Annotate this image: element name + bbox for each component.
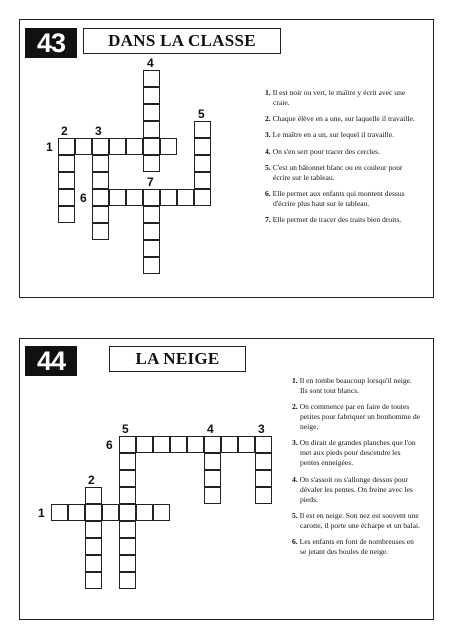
grid-cell[interactable] xyxy=(58,155,75,172)
clue-list xyxy=(292,376,420,563)
grid-cell[interactable] xyxy=(177,189,194,206)
grid-cell[interactable] xyxy=(58,206,75,223)
grid-label: 5 xyxy=(122,422,129,436)
clue-item: 6. Elle permet aux enfants qui montent dessus d'écrire plus haut sur le tableau. xyxy=(265,188,405,208)
grid-cell[interactable] xyxy=(255,453,272,470)
grid-label: 4 xyxy=(147,56,154,70)
grid-cell[interactable] xyxy=(102,504,119,521)
clue-item: 6. Les enfants en font de nombreuses en se jetant des boules de neige. xyxy=(292,536,414,556)
grid-cell[interactable] xyxy=(194,172,211,189)
grid-cell[interactable] xyxy=(204,436,221,453)
grid-cell[interactable] xyxy=(119,555,136,572)
grid-label: 2 xyxy=(61,124,68,138)
grid-cell[interactable] xyxy=(92,223,109,240)
clue-item: 2. Chaque élève en a une, sur laquelle il travaille. xyxy=(265,114,415,124)
grid-cell[interactable] xyxy=(160,189,177,206)
grid-cell[interactable] xyxy=(109,189,126,206)
grid-label: 6 xyxy=(106,438,113,452)
grid-cell[interactable] xyxy=(143,240,160,257)
grid-cell[interactable] xyxy=(143,257,160,274)
puzzle-44-panel xyxy=(19,338,434,620)
clue-item: 1. Il en tombe beaucoup lorsqu'il neige. Ils sont tout blancs. xyxy=(292,376,412,395)
grid-label: 5 xyxy=(198,107,205,121)
grid-cell[interactable] xyxy=(92,155,109,172)
grid-cell[interactable] xyxy=(238,436,255,453)
grid-cell[interactable] xyxy=(119,504,136,521)
grid-cell[interactable] xyxy=(187,436,204,453)
clue-item: 2. On commence par en faire de toutes petites pour fabriquer un bonhomme de neige. xyxy=(292,402,420,432)
grid-cell[interactable] xyxy=(68,504,85,521)
clue-item: 5. C'est un bâtonnet blanc ou en couleur pour écrire sur le tableau. xyxy=(265,162,403,182)
grid-cell[interactable] xyxy=(143,138,160,155)
grid-cell[interactable] xyxy=(85,487,102,504)
grid-cell[interactable] xyxy=(126,138,143,155)
grid-cell[interactable] xyxy=(119,487,136,504)
grid-cell[interactable] xyxy=(85,572,102,589)
clue-item: 4. On s'assoit ou s'allonge dessus pour dévaler les pentes. On freine avec les pieds. xyxy=(292,474,413,504)
clue-list xyxy=(265,88,415,231)
grid-cell[interactable] xyxy=(143,223,160,240)
grid-cell[interactable] xyxy=(92,138,109,155)
grid-cell[interactable] xyxy=(204,453,221,470)
grid-cell[interactable] xyxy=(194,121,211,138)
grid-cell[interactable] xyxy=(221,436,238,453)
grid-cell[interactable] xyxy=(58,189,75,206)
grid-cell[interactable] xyxy=(119,572,136,589)
grid-label: 3 xyxy=(95,124,102,138)
grid-label: 1 xyxy=(46,140,53,154)
grid-cell[interactable] xyxy=(255,436,272,453)
grid-cell[interactable] xyxy=(204,470,221,487)
grid-cell[interactable] xyxy=(255,487,272,504)
grid-label: 1 xyxy=(38,506,45,520)
grid-cell[interactable] xyxy=(75,138,92,155)
grid-cell[interactable] xyxy=(153,504,170,521)
grid-cell[interactable] xyxy=(143,155,160,172)
clue-item: 4. On s'en sert pour tracer des cercles. xyxy=(265,146,381,156)
grid-cell[interactable] xyxy=(126,189,143,206)
grid-cell[interactable] xyxy=(194,189,211,206)
clue-item: 5. Il est en neige. Son nez est souvent une carotte, il porte une écharpe et un balai. xyxy=(292,510,420,530)
grid-cell[interactable] xyxy=(85,538,102,555)
grid-cell[interactable] xyxy=(143,87,160,104)
grid-cell[interactable] xyxy=(194,155,211,172)
clue-item: 7. Elle permet de tracer des traits bien droits. xyxy=(265,215,402,225)
puzzle-title: LA NEIGE xyxy=(109,346,246,372)
grid-cell[interactable] xyxy=(92,189,109,206)
grid-cell[interactable] xyxy=(136,504,153,521)
grid-cell[interactable] xyxy=(58,138,75,155)
grid-cell[interactable] xyxy=(143,104,160,121)
grid-cell[interactable] xyxy=(119,436,136,453)
puzzle-number-badge: 44 xyxy=(25,346,77,376)
grid-cell[interactable] xyxy=(194,138,211,155)
grid-cell[interactable] xyxy=(143,189,160,206)
grid-cell[interactable] xyxy=(143,206,160,223)
puzzle-number-badge: 43 xyxy=(25,28,77,58)
grid-cell[interactable] xyxy=(204,487,221,504)
clue-item: 3. Le maître en a un, sur lequel il travaille. xyxy=(265,130,395,140)
grid-cell[interactable] xyxy=(136,436,153,453)
grid-cell[interactable] xyxy=(119,470,136,487)
grid-cell[interactable] xyxy=(85,555,102,572)
grid-label: 3 xyxy=(258,422,265,436)
puzzle-43-panel xyxy=(19,19,434,298)
grid-cell[interactable] xyxy=(51,504,68,521)
grid-cell[interactable] xyxy=(92,206,109,223)
grid-cell[interactable] xyxy=(143,121,160,138)
grid-cell[interactable] xyxy=(85,504,102,521)
grid-cell[interactable] xyxy=(92,172,109,189)
grid-label: 4 xyxy=(207,422,214,436)
grid-label: 6 xyxy=(80,191,87,205)
grid-label: 7 xyxy=(147,175,154,189)
grid-cell[interactable] xyxy=(143,70,160,87)
grid-cell[interactable] xyxy=(119,521,136,538)
grid-cell[interactable] xyxy=(119,538,136,555)
grid-cell[interactable] xyxy=(85,521,102,538)
grid-label: 2 xyxy=(88,473,95,487)
clue-item: 1. Il est noir ou vert, le maître y écrit avec une craie. xyxy=(265,88,406,107)
grid-cell[interactable] xyxy=(170,436,187,453)
clue-item: 3. On dirait de grandes planches que l'on met aux pieds pour descendre les pentes enneigées. xyxy=(292,438,416,468)
grid-cell[interactable] xyxy=(119,453,136,470)
grid-cell[interactable] xyxy=(58,172,75,189)
puzzle-title: DANS LA CLASSE xyxy=(83,28,281,54)
grid-cell[interactable] xyxy=(160,138,177,155)
grid-cell[interactable] xyxy=(153,436,170,453)
grid-cell[interactable] xyxy=(109,138,126,155)
grid-cell[interactable] xyxy=(255,470,272,487)
